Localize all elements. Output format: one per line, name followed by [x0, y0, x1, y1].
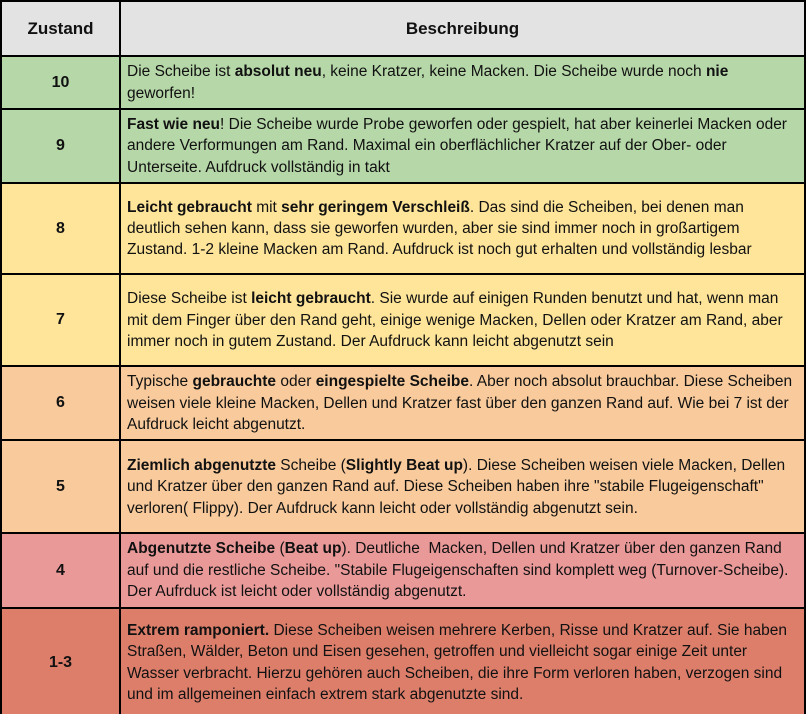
column-header-zustand: Zustand: [1, 1, 120, 56]
condition-grade: 4: [1, 533, 120, 607]
description-bold-text: Fast wie neu: [127, 116, 221, 133]
description-bold-text: Abgenutzte Scheibe: [127, 540, 276, 558]
description-bold-text: leicht gebraucht: [251, 290, 371, 308]
header-row: [1, 1, 805, 56]
description-text: . Aber noch absolut brauchbar. Diese Scheiben weisen viele kleine Macken, Dellen und Kratzer fast über den ganzen Rand auf. Wie bei 7 ist der Aufdruck leicht abgenutzt.: [127, 373, 797, 434]
description-text: Typische: [127, 373, 193, 391]
description-bold-text: Beat up: [284, 540, 342, 558]
condition-description: [120, 183, 805, 274]
condition-description: [120, 440, 805, 533]
description-text: Die Scheibe ist: [127, 63, 235, 81]
description-text: oder: [276, 373, 316, 391]
condition-description: [120, 109, 805, 183]
description-bold-text: Slightly Beat up: [345, 456, 463, 474]
description-bold-text: Leicht gebraucht: [127, 198, 252, 216]
condition-grade: 1-3: [1, 608, 120, 714]
description-text: , keine Kratzer, keine Macken. Die Scheibe wurde noch: [321, 63, 706, 81]
description-bold-text: eingespielte Scheibe: [315, 373, 470, 391]
condition-row: [1, 109, 805, 183]
description-bold-text: Ziemlich abgenutzte: [127, 456, 276, 474]
condition-row: [1, 56, 805, 109]
description-text: . Sie wurde auf einigen Runden benutzt und hat, wenn man mit dem Finger über den Rand geht, einige wenige Macken, Dellen oder Kratzer am Rand, aber immer noch in gutem Zustand. Der Aufdruck kann leicht abgenutzt sein: [127, 290, 787, 350]
description-bold-text: absolut neu: [234, 63, 322, 81]
description-text: ). Deutliche Macken, Dellen und Kratzer über den ganzen Rand auf und die restliche Scheibe. "Stabile Flugeigenschaften sind komplett weg (Turnover-Scheibe). Der Aufrduck ist leicht oder vollständig abgenutzt.: [127, 540, 793, 601]
description-text: ). Diese Scheiben weisen viele Macken, Dellen und Kratzer über den ganzen Rand auf. Diese Scheiben haben ihre "stabile Flugeigenschaft" verloren( Flippy). Der Aufdruck kann leicht oder vollständig abgenutzt sein.: [127, 456, 790, 517]
condition-row: [1, 366, 805, 440]
condition-row: [1, 533, 805, 607]
condition-row: [1, 608, 805, 714]
column-header-beschreibung: Beschreibung: [120, 1, 805, 56]
description-text: Diese Scheibe ist: [127, 290, 252, 308]
condition-row: [1, 183, 805, 274]
description-text: ! Die Scheibe wurde Probe geworfen oder gespielt, hat aber keinerlei Macken oder andere Verformungen am Rand. Maximal ein oberflächlicher Kratzer auf der Ober- oder Unterseite. Aufdruck vollständig in takt: [127, 116, 792, 176]
condition-description: [120, 366, 805, 440]
description-text: mit: [251, 198, 282, 216]
description-bold-text: sehr geringem Verschleiß: [281, 198, 470, 216]
condition-grade: 5: [1, 440, 120, 533]
description-bold-text: nie: [705, 63, 729, 81]
description-text: Scheibe (: [276, 456, 346, 474]
condition-description: [120, 274, 805, 366]
condition-grade: 9: [1, 109, 120, 183]
condition-row: [1, 440, 805, 533]
condition-description: [120, 608, 805, 714]
condition-description: [120, 56, 805, 109]
condition-row: [1, 274, 805, 366]
condition-grade: 10: [1, 56, 120, 109]
description-text: (: [275, 540, 285, 558]
condition-grade: 6: [1, 366, 120, 440]
description-text: geworfen!: [127, 63, 733, 102]
table-body: [1, 56, 805, 714]
description-bold-text: Extrem ramponiert.: [127, 621, 270, 639]
description-bold-text: gebrauchte: [192, 373, 277, 391]
condition-grade: 8: [1, 183, 120, 274]
condition-grade: 7: [1, 274, 120, 366]
table-header: [1, 1, 805, 56]
description-text: . Das sind die Scheiben, bei denen man deutlich sehen kann, dass sie geworfen wurden, aber sie sind immer noch in großartigem Zustand. 1-2 kleine Macken am Rand. Aufdruck ist noch gut erhalten und vollständig lesbar: [127, 198, 752, 259]
condition-description: [120, 533, 805, 607]
description-text: Diese Scheiben weisen mehrere Kerben, Risse und Kratzer auf. Sie haben Straßen, Wälder, Beton und Eisen gesehen, getroffen und vielleicht sogar einige Zeit unter Wasser verbracht. Hierzu gehören auch Scheiben, die ihre Form verloren haben, verzogen sind und im allgemeinen einfach extrem stark abgenutzte sind.: [127, 621, 792, 704]
